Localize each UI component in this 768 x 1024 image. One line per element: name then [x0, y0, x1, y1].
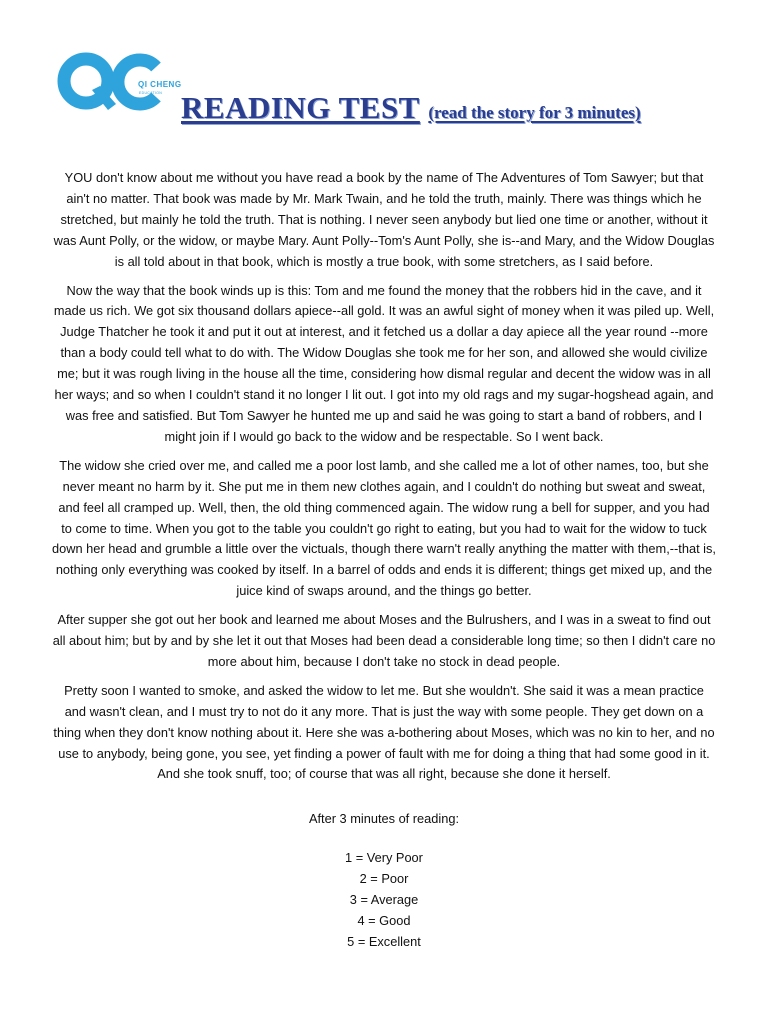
- rating-option-4: 4 = Good: [357, 913, 411, 928]
- story-paragraph-5: Pretty soon I wanted to smoke, and asked the widow to let me. But she wouldn't. She said it was a mean practice and wasn't clean, and I must try to not do it any more. That is just the way with some people. They get down on a thing when they don't know nothing about it. Here she was a-bothering about Moses, which was no kin to her, and no use to anybody, being gone, you see, yet finding a power of fault with me for doing a thing that had some good in it. And she took snuff, too; of course that was all right, because she done it herself.: [53, 682, 715, 782]
- rating-section: [0, 808, 768, 952]
- title-main: READING TEST: [181, 90, 420, 125]
- story-text: [52, 168, 716, 793]
- story-paragraph-3: The widow she cried over me, and called me a poor lost lamb, and she called me a lot of other names, too, but she never meant no harm by it. She put me in them new clothes again, and I couldn't do nothing but sweat and sweat, and feel all cramped up. Well, then, the old thing commenced again. The widow rung a bell for supper, and you had to come to time. When you got to the table you couldn't go right to eating, but you had to wait for the widow to tuck down her head and grumble a little over the victuals, though there warn't really anything the matter with them,--that is, nothing only everything was cooked by itself. In a barrel of odds and ends it is different; things get mixed up, and the juice kind of swaps around, and the things go better.: [52, 457, 716, 599]
- rating-option-5: 5 = Excellent: [347, 934, 421, 949]
- story-paragraph-4: After supper she got out her book and learned me about Moses and the Bulrushers, and I was in a sweat to find out all about him; but by and by she let it out that Moses had been dead a considerable long time; so then I didn't care no more about him, because I don't take no stock in dead people.: [52, 612, 716, 669]
- rating-heading: After 3 minutes of reading:: [308, 811, 460, 826]
- logo-name: QI CHENG: [138, 80, 182, 89]
- logo-subtitle: EDUCATION: [139, 91, 163, 95]
- title-subtitle: (read the story for 3 minutes): [428, 103, 641, 122]
- story-paragraph-2: Now the way that the book winds up is this: Tom and me found the money that the robbers hid in the cave, and it made us rich. We got six thousand dollars apiece--all gold. It was an awful sight of money when it was piled up. Well, Judge Thatcher he took it and put it out at interest, and it fetched us a dollar a day apiece all the year round --more than a body could tell what to do with. The Widow Douglas she took me for her son, and allowed she would civilize me; but it was rough living in the house all the time, considering how dismal regular and decent the widow was in all her ways; and so when I couldn't stand it no longer I lit out. I got into my old rags and my sugar-hogshead again, and was free and satisfied. But Tom Sawyer he hunted me up and said he was going to start a band of robbers, and I might join if I would go back to the widow and be respectable. So I went back.: [53, 282, 715, 444]
- rating-scale: [0, 847, 768, 952]
- story-paragraph-1: YOU don't know about me without you have read a book by the name of The Adventures of Tom Sawyer; but that ain't no matter. That book was made by Mr. Mark Twain, and he told the truth, mainly. There was things which he stretched, but mainly he told the truth. That is nothing. I never seen anybody but lied one time or another, without it was Aunt Polly, or the widow, or maybe Mary. Aunt Polly--Tom's Aunt Polly, she is--and Mary, and the Widow Douglas is all told about in that book, which is mostly a true book, with some stretchers, as I said before.: [53, 170, 715, 269]
- rating-option-1: 1 = Very Poor: [345, 850, 423, 865]
- rating-option-2: 2 = Poor: [359, 871, 409, 886]
- page-title: [181, 90, 641, 126]
- rating-option-3: 3 = Average: [349, 892, 419, 907]
